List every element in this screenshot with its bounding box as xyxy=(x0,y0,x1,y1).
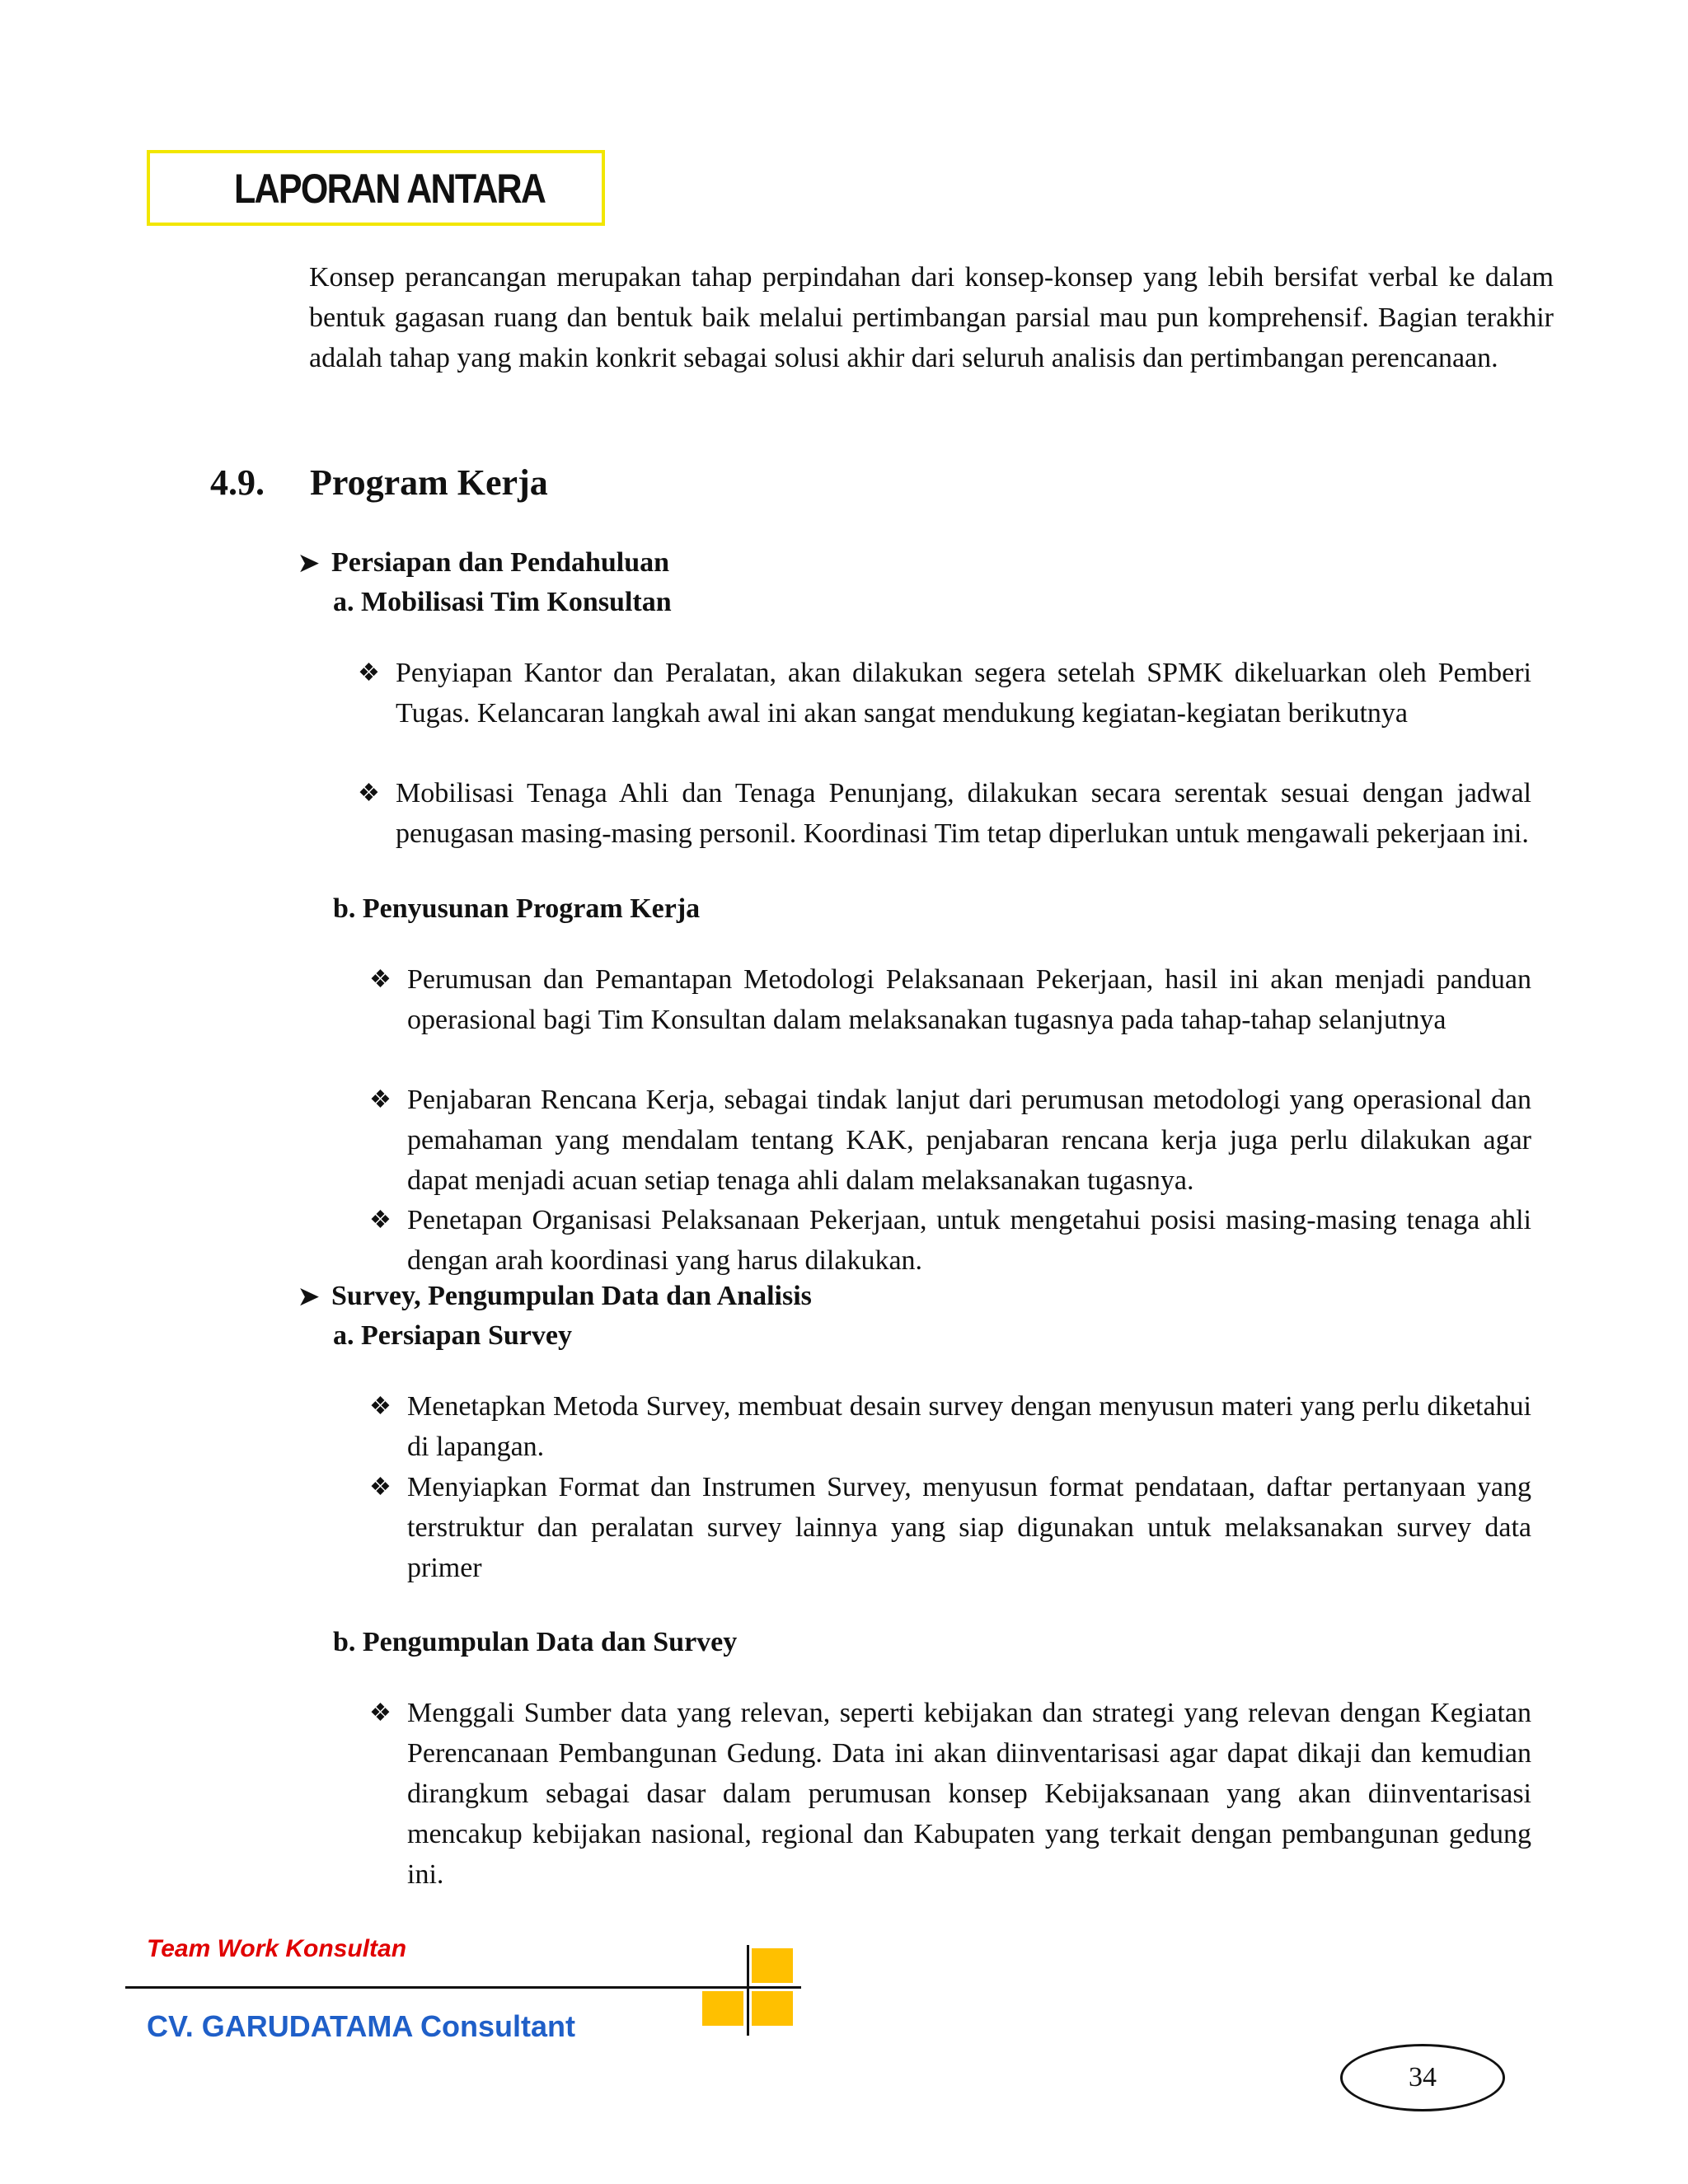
four-diamond-bullet-icon: ❖ xyxy=(369,1699,392,1727)
list-item xyxy=(369,1080,1531,1201)
header-box xyxy=(147,150,605,226)
sub-heading-pengumpulan: b. Pengumpulan Data dan Survey xyxy=(333,1627,738,1657)
four-diamond-bullet-icon: ❖ xyxy=(369,966,392,993)
arrow-bullet-icon: ➤ xyxy=(298,1283,320,1310)
arrow-bullet-icon: ➤ xyxy=(298,550,320,577)
list-item-text: Menggali Sumber data yang relevan, seperti kebijakan dan strategi yang relevan dengan Kegiatan Perencanaan Pembangunan Gedung. Data ini akan diinventarisasi agar dapat dikaji dan kemudian dirangkum sebagai dasar dalam perumusan konsep Kebijaksanaan yang akan diinventarisasi mencakup kebijakan nasional, regional dan Kabupaten yang terkait dengan pembangunan gedung ini. xyxy=(407,1698,1531,1890)
section-title: Program Kerja xyxy=(310,462,548,503)
list-item-text: Penetapan Organisasi Pelaksanaan Pekerjaan, untuk mengetahui posisi masing-masing tenaga ahli dengan arah koordinasi yang harus dilakukan. xyxy=(407,1205,1531,1276)
list-item-text: Perumusan dan Pemantapan Metodologi Pelaksanaan Pekerjaan, hasil ini akan menjadi panduan operasional bagi Tim Konsultan dalam melaksanakan tugasnya pada tahap-tahap selanjutnya xyxy=(407,964,1531,1035)
footer-team-label: Team Work Konsultan xyxy=(147,1935,407,1962)
sub-heading-persiapan-survey: a. Persiapan Survey xyxy=(333,1320,572,1351)
sub-heading-mobilisasi: a. Mobilisasi Tim Konsultan xyxy=(333,587,672,617)
logo-square xyxy=(752,1991,793,2026)
section-number: 4.9. xyxy=(210,462,265,503)
list-item xyxy=(369,959,1531,1040)
intro-paragraph: Konsep perancangan merupakan tahap perpindahan dari konsep-konsep yang lebih bersifat verbal ke dalam bentuk gagasan ruang dan bentuk baik melalui pertimbangan parsial mau pun komprehensif. Bagian terakhir adalah tahap yang makin konkrit sebagai solusi akhir dari seluruh analisis dan pertimbangan perencanaan. xyxy=(309,262,1554,373)
section-heading xyxy=(210,462,548,504)
footer-company-name: CV. GARUDATAMA Consultant xyxy=(147,2009,575,2043)
footer-divider xyxy=(125,1986,801,1989)
four-diamond-bullet-icon: ❖ xyxy=(369,1393,392,1420)
list-item xyxy=(358,653,1531,733)
list-item-text: Penyiapan Kantor dan Peralatan, akan dilakukan segera setelah SPMK dikeluarkan oleh Pemberi Tugas. Kelancaran langkah awal ini akan sangat mendukung kegiatan-kegiatan berikutnya xyxy=(396,658,1531,729)
list-item-text: Penjabaran Rencana Kerja, sebagai tindak lanjut dari perumusan metodologi yang operasional dan pemahaman yang mendalam tentang KAK, penjabaran rencana kerja juga perlu dilakukan agar dapat menjadi acuan setiap tenaga ahli dalam melaksanakan tugasnya. xyxy=(407,1085,1531,1196)
sub-heading-penyusunan: b. Penyusunan Program Kerja xyxy=(333,893,701,924)
four-diamond-bullet-icon: ❖ xyxy=(358,780,380,807)
list-item-text: Menetapkan Metoda Survey, membuat desain survey dengan menyusun materi yang perlu diketahui di lapangan. xyxy=(407,1391,1531,1462)
list-item xyxy=(369,1200,1531,1281)
group-title: Survey, Pengumpulan Data dan Analisis xyxy=(331,1281,812,1311)
list-item xyxy=(369,1467,1531,1588)
list-item-text: Mobilisasi Tenaga Ahli dan Tenaga Penunjang, dilakukan secara serentak sesuai dengan jadwal penugasan masing-masing personil. Koordinasi Tim tetap diperlukan untuk mengawali pekerjaan ini. xyxy=(396,778,1531,849)
header-title: LAPORAN ANTARA xyxy=(234,166,546,212)
logo-square xyxy=(752,1948,793,1983)
four-diamond-bullet-icon: ❖ xyxy=(369,1474,392,1501)
group-title: Persiapan dan Pendahuluan xyxy=(331,547,670,578)
list-item-text: Menyiapkan Format dan Instrumen Survey, menyusun format pendataan, daftar pertanyaan yang terstruktur dan peralatan survey lainnya yang siap digunakan untuk melaksanakan survey data primer xyxy=(407,1472,1531,1583)
group-heading-persiapan xyxy=(298,547,669,579)
four-diamond-bullet-icon: ❖ xyxy=(369,1207,392,1234)
page-number: 34 xyxy=(1340,2044,1505,2111)
list-item xyxy=(369,1386,1531,1467)
logo-square xyxy=(702,1991,743,2026)
list-item xyxy=(369,1693,1531,1895)
four-diamond-bullet-icon: ❖ xyxy=(369,1086,392,1113)
footer-vertical-divider xyxy=(747,1945,749,2036)
list-item xyxy=(358,773,1531,854)
four-diamond-bullet-icon: ❖ xyxy=(358,659,380,687)
group-heading-survey xyxy=(298,1281,812,1312)
